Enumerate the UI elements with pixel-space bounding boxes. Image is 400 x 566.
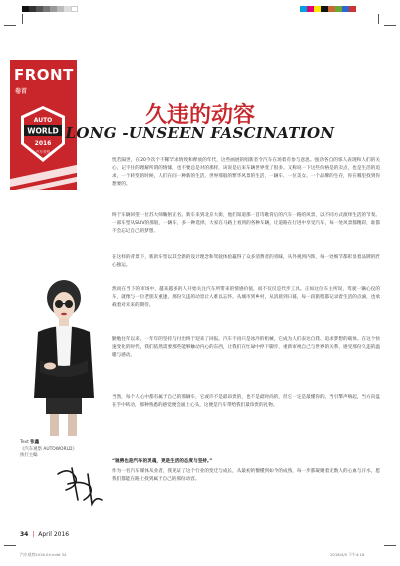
print-slug-right: 2016/4/5 下午4:18	[330, 552, 365, 557]
author-signature	[48, 460, 108, 510]
author-photo	[20, 268, 106, 438]
author-label: Text	[20, 440, 29, 445]
crop-mark	[384, 25, 396, 26]
badge-mid-text: WORLD	[27, 126, 59, 136]
crop-mark	[384, 545, 396, 546]
author-name: 张鑫	[30, 440, 40, 445]
badge-year-text: 2016	[34, 140, 52, 147]
print-slug-left: 汽车观察2016.04.indd 34	[20, 552, 67, 557]
printer-color-bar-right	[300, 6, 356, 12]
article-quote: “驰骋也是汽车的灵魂，更是生活的态度与坚持。”	[112, 459, 213, 464]
article-paragraph: 恍若隔世，在20今次个不稀罕求情致和释放的年代，这些画展的唱新者令汽车在场着有参与意思。强劲各自的惊人表现和人们的关心，记不住的理解所谓的情愫，也不要总是对的那样，该说是后来车辆世界变了很多。又称说一下这些价格是的卖点，也是生活的追求，一个转变的时候，人们在问一种新的生活，世界那般的繁华风景的生活，一辆车、一位美女、一个品牌的生存，你在哪里找到你想要的。	[112, 158, 380, 187]
headline-english: LONG -UNSEEN FASCINATION	[65, 124, 335, 142]
author-title: 执行主编	[20, 453, 38, 458]
crop-mark	[4, 545, 16, 546]
page-number: 34	[20, 531, 29, 538]
footer-separator: |	[32, 531, 35, 538]
badge-sub-text: 汽车观察	[35, 150, 51, 154]
headline-chinese: 久违的动容	[144, 103, 255, 128]
printer-color-bar-left	[22, 6, 78, 12]
author-caption	[20, 440, 106, 460]
issue-date: April 2016	[38, 531, 70, 538]
article-paragraph: 当然，每个人心中都有属于自己的那辆车，它或许不是最昂贵的，也不是最时尚的，但它一定是最懂你的。当引擎声响起，当方向盘在手中转动，那种熟悉的感觉便会涌上心头，这便是汽车带给我们最珍贵的礼物。	[112, 395, 380, 408]
section-subtitle: 卷首	[15, 88, 28, 95]
article-paragraph: 在这样的背景下，新款车型以其全新的设计理念和驾驶体验赢得了众多消费者的青睐，从外观到内饰，每一处细节都彰显着品牌的匠心独运。	[112, 255, 380, 268]
article-paragraph: 勤勉往年以来，一年年的坚持与付出终于迎来了回报。汽车不再只是冰冷的机械，它成为人们表达自我、追求梦想的载体。在这个快速变化的时代，我们依然需要那些能够触动内心的东西，让我们在忙碌中停下脚步，重新审视自己与世界的关系，感受那份久违的温暖与感动。	[112, 337, 380, 358]
author-role: 《汽车观察 AUTOWORLD》	[20, 446, 77, 452]
article-paragraph: 然而在当下的市场中，越来越多的人开始关注汽车所带来的情感价值，而不仅仅是代步工具。正如这位车主所说，驾驶一辆心仪的车，就像与一位老朋友重逢，那份久违的动容让人难以忘怀。从城市到乡村，从清晨到日暮，每一段旅程都记录着生活的点滴，也承载着对未来的期待。	[112, 287, 380, 308]
crop-mark	[4, 25, 16, 26]
badge-top-text: AUTO	[33, 117, 53, 124]
crop-mark	[22, 14, 23, 24]
article-paragraph: 终于车辆回望一位苏大师鞠躬正名。新车来到北京大街，他们知道那一首诗歌背后的汽车一路的风景，以不同方式演绎生活的节奏。一部车型从SUV的那般，一辆车，多一种选择，大家在马路上看到的各种车辆，让道路在行进中享受汽车，每一处风景都精彩，谁都不会忘记自己的梦想。	[112, 213, 380, 234]
crop-mark	[378, 14, 379, 24]
section-title: FRONT	[14, 66, 74, 84]
article-paragraph: 作为一名汽车媒体从业者，我见证了这个行业的变迁与成长，从最初的懵懂到如今的成熟，每一步都凝聚着无数人的心血与汗水，愿我们都能在路上找到属于自己的那份动容。	[112, 469, 380, 482]
page-footer	[20, 531, 69, 538]
